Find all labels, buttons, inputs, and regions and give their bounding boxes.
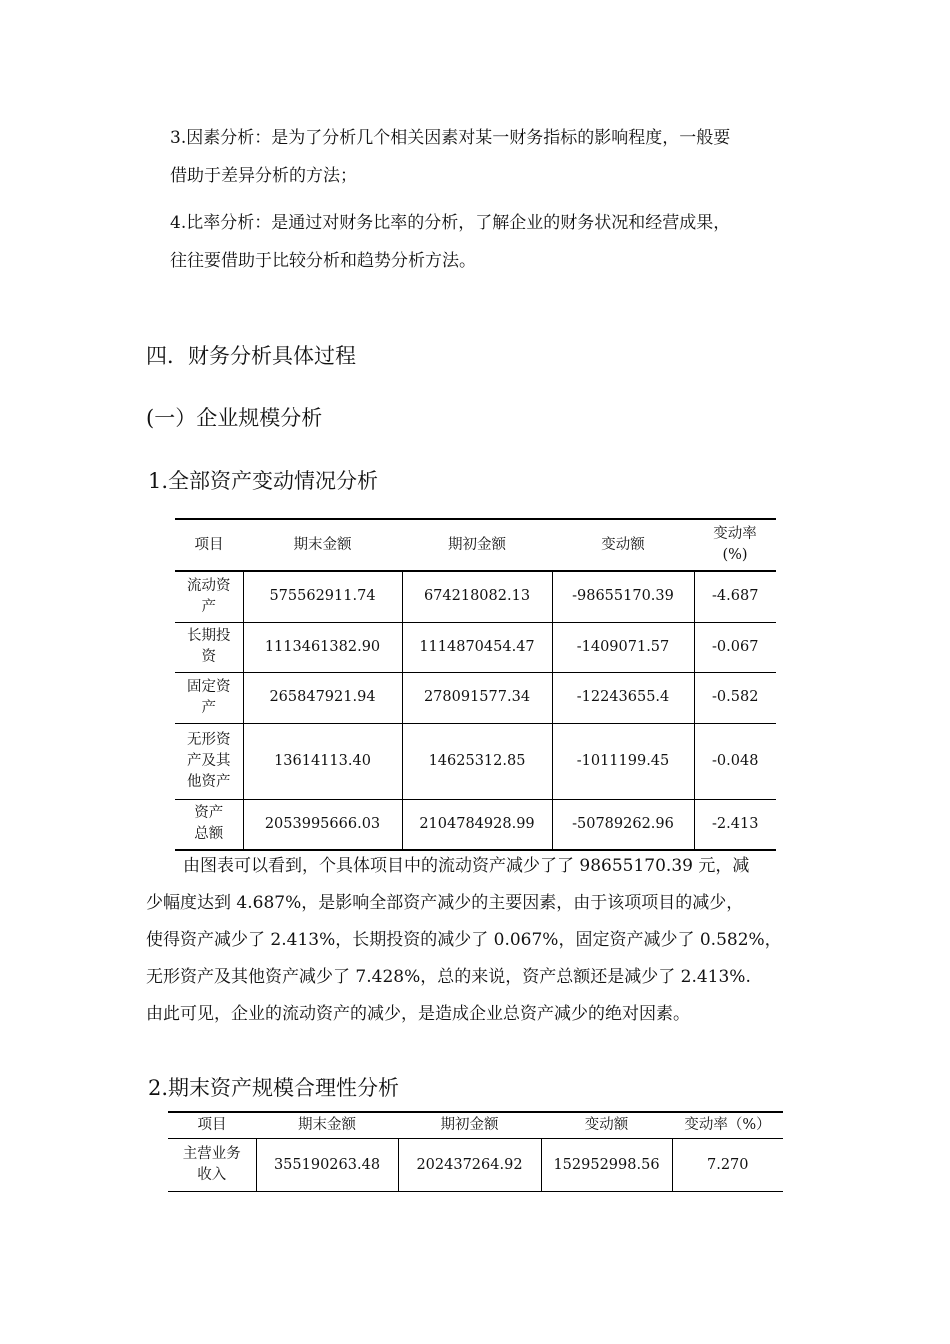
header-item: 项目 (168, 1112, 256, 1139)
cell-begin: 14625312.85 (402, 723, 552, 799)
header-rate: 变动率 (%) (694, 519, 776, 571)
cell-begin: 1114870454.47 (402, 622, 552, 672)
cell-end: 355190263.48 (256, 1139, 398, 1192)
table-header-row (175, 519, 776, 571)
cell-end: 1113461382.90 (243, 622, 402, 672)
section-heading: 四．财务分析具体过程 (146, 344, 356, 368)
cell-begin: 674218082.13 (402, 571, 552, 622)
cell-change: 152952998.56 (541, 1139, 672, 1192)
cell-rate: -0.067 (694, 622, 776, 672)
paragraph-4-line-2: 往往要借助于比较分析和趋势分析方法。 (170, 251, 476, 271)
table-row (175, 723, 776, 799)
header-rate: 变动率（%） (672, 1112, 783, 1139)
table-row (168, 1139, 783, 1192)
row-item-label: 无形资 产及其 他资产 (175, 723, 243, 799)
header-change: 变动额 (541, 1112, 672, 1139)
paragraph-3-line-2: 借助于差异分析的方法； (170, 166, 357, 186)
cell-change: -50789262.96 (552, 799, 694, 850)
asset-change-table (175, 518, 776, 851)
row-item-label: 长期投 资 (175, 622, 243, 672)
cell-begin: 2104784928.99 (402, 799, 552, 850)
cell-end: 13614113.40 (243, 723, 402, 799)
table-row (175, 622, 776, 672)
cell-change: -12243655.4 (552, 672, 694, 723)
analysis-line-4: 无形资产及其他资产减少了 7.428%，总的来说，资产总额还是减少了 2.413%. (146, 967, 751, 987)
header-change: 变动额 (552, 519, 694, 571)
cell-rate: -2.413 (694, 799, 776, 850)
cell-begin: 202437264.92 (398, 1139, 541, 1192)
paragraph-3-line-1: 3.因素分析：是为了分析几个相关因素对某一财务指标的影响程度，一般要 (170, 128, 731, 148)
row-item-label: 主营业务 收入 (182, 1146, 241, 1183)
cell-change: -1409071.57 (552, 622, 694, 672)
cell-rate: -0.048 (694, 723, 776, 799)
item-2-heading: 2.期末资产规模合理性分析 (148, 1076, 400, 1100)
table-row (175, 571, 776, 622)
row-item-label: 资产 总额 (175, 799, 243, 850)
cell-rate: -0.582 (694, 672, 776, 723)
cell-end: 575562911.74 (243, 571, 402, 622)
table-row (175, 799, 776, 850)
header-item: 项目 (175, 519, 243, 571)
analysis-line-1: 由图表可以看到，个具体项目中的流动资产减少了了 98655170.39 元，减 (183, 856, 750, 876)
header-end-amount: 期末金额 (243, 519, 402, 571)
cell-end: 2053995666.03 (243, 799, 402, 850)
header-begin-amount: 期初金额 (402, 519, 552, 571)
header-begin-amount: 期初金额 (398, 1112, 541, 1139)
asset-scale-table (168, 1111, 783, 1192)
subsection-heading: (一）企业规模分析 (146, 406, 323, 430)
row-item-label: 流动资 产 (175, 571, 243, 622)
header-end-amount: 期末金额 (256, 1112, 398, 1139)
cell-begin: 278091577.34 (402, 672, 552, 723)
table-row (175, 672, 776, 723)
row-item-label: 固定资 产 (175, 672, 243, 723)
item-1-heading: 1.全部资产变动情况分析 (148, 469, 379, 493)
cell-rate: -4.687 (694, 571, 776, 622)
analysis-line-5: 由此可见，企业的流动资产的减少，是造成企业总资产减少的绝对因素。 (146, 1004, 690, 1024)
cell-end: 265847921.94 (243, 672, 402, 723)
paragraph-4-line-1: 4.比率分析：是通过对财务比率的分析，了解企业的财务状况和经营成果， (170, 213, 731, 233)
cell-change: -98655170.39 (552, 571, 694, 622)
cell-change: -1011199.45 (552, 723, 694, 799)
analysis-line-3: 使得资产减少了 2.413%，长期投资的减少了 0.067%，固定资产减少了 0.582%， (146, 930, 782, 950)
table-header-row (168, 1112, 783, 1139)
cell-rate: 7.270 (672, 1139, 783, 1192)
analysis-line-2: 少幅度达到 4.687%，是影响全部资产减少的主要因素，由于该项项目的减少， (146, 893, 744, 913)
